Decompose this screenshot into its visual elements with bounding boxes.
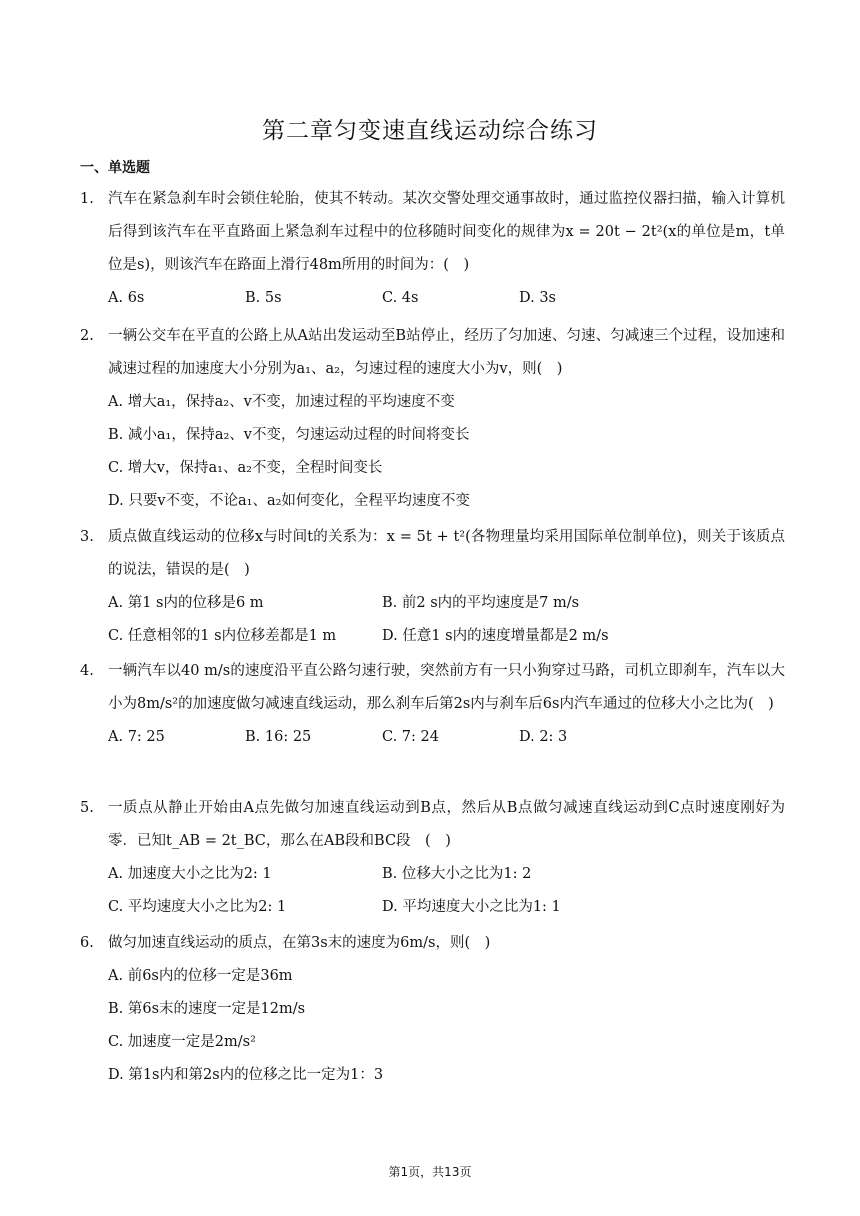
option-b: B. 16: 25 — [245, 729, 312, 745]
question-4 — [80, 655, 785, 754]
question-number: 5. — [80, 800, 94, 816]
option-c: C. 7: 24 — [382, 729, 439, 745]
option-c: C. 增大v，保持a₁、a₂不变，全程时间变长 — [108, 460, 383, 476]
question-number: 3. — [80, 529, 94, 545]
options-row — [108, 891, 785, 924]
section-heading: 一、单选题 — [80, 160, 150, 176]
option-b: B. 前2 s内的平均速度是7 m/s — [382, 595, 580, 611]
options-row — [108, 587, 785, 620]
option-b: B. 减小a₁，保持a₂、v不变，匀速运动过程的时间将变长 — [108, 427, 470, 443]
question-number: 2. — [80, 328, 94, 344]
option-d: D. 任意1 s内的速度增量都是2 m/s — [382, 628, 609, 644]
options-row — [108, 620, 785, 653]
option-a: A. 6s — [108, 290, 145, 306]
question-2 — [80, 320, 785, 518]
option-b: B. 位移大小之比为1: 2 — [382, 866, 532, 882]
question-number: 4. — [80, 663, 94, 679]
page-title: 第二章匀变速直线运动综合练习 — [262, 118, 598, 144]
options-row — [108, 721, 785, 754]
option-a: A. 加速度大小之比为2: 1 — [108, 866, 272, 882]
question-1 — [80, 183, 785, 315]
option-a: A. 7: 25 — [108, 729, 165, 745]
option-b: B. 5s — [245, 290, 282, 306]
question-stem: 汽车在紧急刹车时会锁住轮胎，使其不转动。某次交警处理交通事故时，通过监控仪器扫描，输入计算机后得到该汽车在平直路面上紧急刹车过程中的位移随时间变化的规律为x = 20t − 2t²(x的单位是m，t单位是s)，则该汽车在路面上滑行48m所用的时间为：( ) — [108, 191, 785, 273]
question-6 — [80, 927, 785, 1092]
option-d: D. 3s — [519, 290, 556, 306]
page-footer: 第1页，共13页 — [388, 1165, 472, 1179]
question-stem: 质点做直线运动的位移x与时间t的关系为：x = 5t + t²(各物理量均采用国际单位制单位)，则关于该质点的说法，错误的是( ) — [108, 529, 785, 578]
question-stem: 一辆公交车在平直的公路上从A站出发运动至B站停止，经历了匀加速、匀速、匀减速三个过程，设加速和减速过程的加速度大小分别为a₁、a₂，匀速过程的速度大小为v，则( ) — [108, 328, 785, 377]
option-c: C. 加速度一定是2m/s² — [108, 1034, 256, 1050]
option-a: A. 前6s内的位移一定是36m — [108, 968, 293, 984]
option-c: C. 任意相邻的1 s内位移差都是1 m — [108, 628, 337, 644]
option-d: D. 2: 3 — [519, 729, 568, 745]
question-stem: 一质点从静止开始由A点先做匀加速直线运动到B点，然后从B点做匀减速直线运动到C点时速度刚好为零．已知t_AB = 2t_BC，那么在AB段和BC段 ( ) — [108, 800, 785, 849]
question-5 — [80, 792, 785, 924]
option-a: A. 增大a₁，保持a₂、v不变，加速过程的平均速度不变 — [108, 394, 455, 410]
question-stem: 一辆汽车以40 m/s的速度沿平直公路匀速行驶，突然前方有一只小狗穿过马路，司机立即刹车，汽车以大小为8m/s²的加速度做匀减速直线运动，那么刹车后第2s内与刹车后6s内汽车通过的位移大小之比为( ) — [108, 663, 785, 712]
option-c: C. 平均速度大小之比为2: 1 — [108, 899, 287, 915]
option-d: D. 第1s内和第2s内的位移之比一定为1：3 — [108, 1067, 384, 1083]
option-d: D. 只要v不变，不论a₁、a₂如何变化，全程平均速度不变 — [108, 493, 470, 509]
options-row — [108, 282, 785, 315]
option-c: C. 4s — [382, 290, 419, 306]
option-d: D. 平均速度大小之比为1: 1 — [382, 899, 561, 915]
option-b: B. 第6s末的速度一定是12m/s — [108, 1001, 306, 1017]
option-a: A. 第1 s内的位移是6 m — [108, 595, 264, 611]
question-number: 6. — [80, 935, 94, 951]
question-stem: 做匀加速直线运动的质点，在第3s末的速度为6m/s，则( ) — [108, 935, 491, 951]
options-row — [108, 858, 785, 891]
question-number: 1. — [80, 191, 94, 207]
question-3 — [80, 521, 785, 653]
